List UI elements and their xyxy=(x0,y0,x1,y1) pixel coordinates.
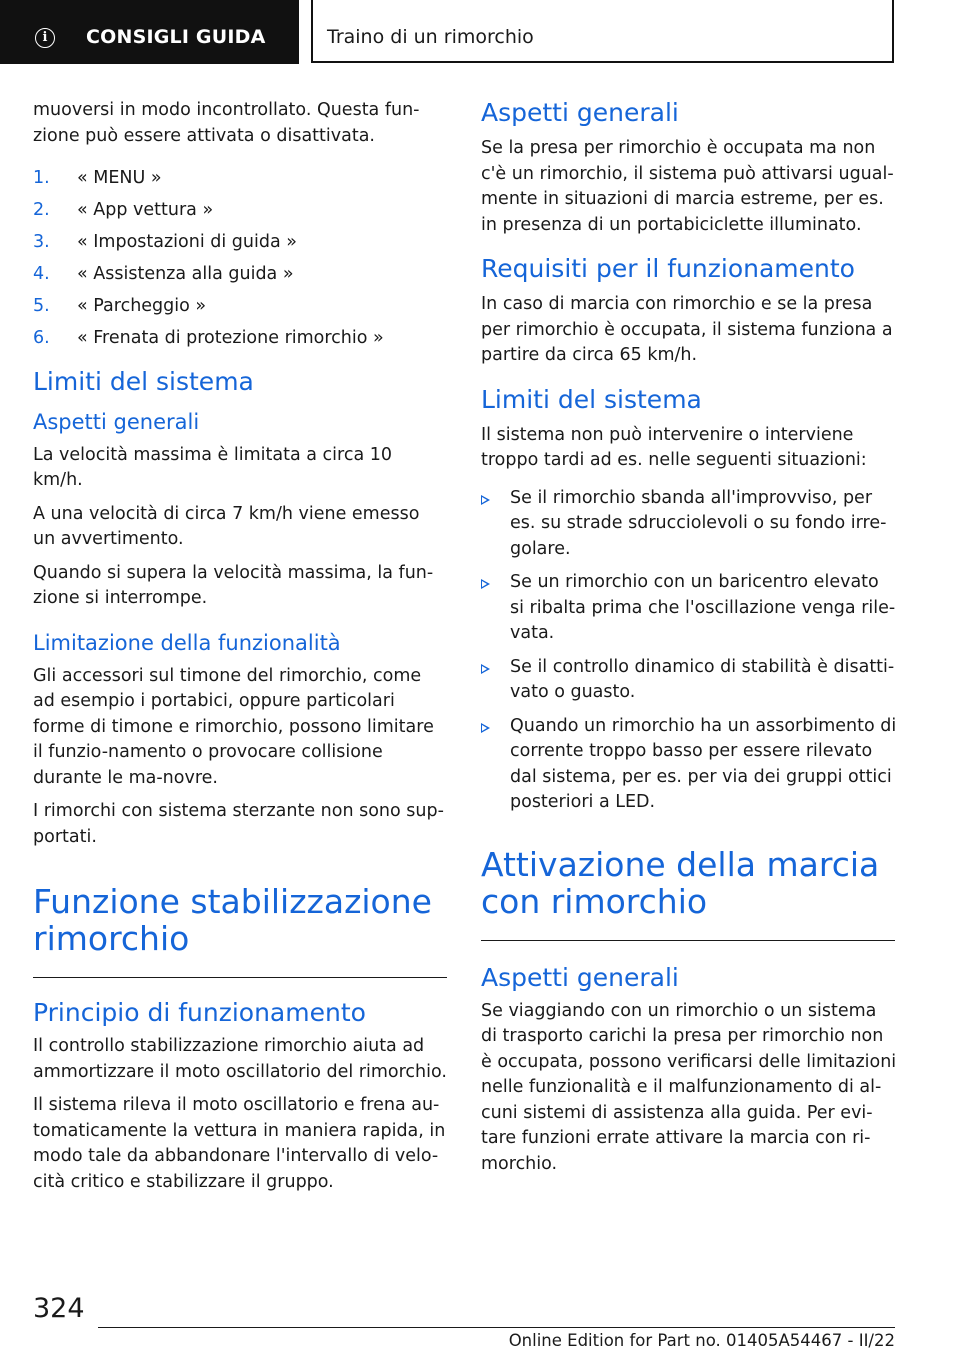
triangle-bullet-icon xyxy=(481,664,490,674)
limits-list xyxy=(481,486,897,816)
triangle-bullet-icon xyxy=(481,495,490,505)
list-item xyxy=(481,570,897,647)
activation-general-heading: Aspetti generali xyxy=(481,962,679,992)
step-item xyxy=(33,326,447,352)
step-number: 6. xyxy=(33,328,50,348)
triangle-bullet-icon xyxy=(481,723,490,733)
requirements-paragraph: In caso di marcia con rimorchio e se la presa per rimorchio è occupata, il sistema funziona a partire da circa 65 km/h. xyxy=(481,294,893,365)
left-column xyxy=(33,98,447,1203)
step-item xyxy=(33,230,447,256)
chapter-title: Traino di un rimorchio xyxy=(327,26,534,48)
general-heading: Aspetti generali xyxy=(33,409,200,434)
principle-heading: Principio di funzionamento xyxy=(33,998,366,1027)
general-heading: Aspetti generali xyxy=(481,98,679,127)
step-item xyxy=(33,262,447,288)
list-item xyxy=(481,714,897,816)
list-item xyxy=(481,655,897,706)
step-number: 1. xyxy=(33,168,50,188)
chapter-header xyxy=(311,0,894,63)
limits-heading: Limiti del sistema xyxy=(481,384,702,414)
step-text: « Impostazioni di guida » xyxy=(77,232,297,252)
activation-heading: Attivazione della marcia con rimorchio xyxy=(481,844,880,921)
page-number: 324 xyxy=(33,1293,85,1324)
step-text: « App vettura » xyxy=(77,200,214,220)
step-number: 5. xyxy=(33,296,50,316)
limit-func-heading: Limitazione della funzionalità xyxy=(33,630,341,655)
step-item xyxy=(33,294,447,320)
general-paragraph-2: A una velocità di circa 7 km/h viene emesso un avvertimento. xyxy=(33,503,420,549)
step-text: « MENU » xyxy=(77,168,162,188)
principle-paragraph-2: Il sistema rileva il moto oscillatorio e frena au-tomaticamente la vettura in maniera rapida, in modo tale da abbandonare l'intervallo di velo-cità critico e stabilizzare il gruppo. xyxy=(33,1095,446,1192)
footer-divider xyxy=(98,1327,895,1328)
list-item-text: Se il rimorchio sbanda all'improvviso, per es. su strade sdrucciolevoli o su fondo irre-golare. xyxy=(510,487,887,559)
list-item-text: Se un rimorchio con un baricentro elevato si ribalta prima che l'oscillazione venga rile-vata. xyxy=(510,572,896,643)
list-item-text: Quando un rimorchio ha un assorbimento di corrente troppo basso per essere rilevato dal sistema, per es. per via dei gruppi ottici posteriori a LED. xyxy=(510,715,897,812)
activation-paragraph: Se viaggiando con un rimorchio o un sistema di trasporto carichi la presa per rimorchio non è occupata, possono verificarsi delle limitazioni nelle funzionalità e il malfunzionamento di al-cuni sistemi di assistenza alla guida. Per evi-tare funzioni errate attivare la marcia con ri-morchio. xyxy=(481,1000,897,1174)
step-number: 2. xyxy=(33,200,50,220)
general-paragraph-3: Quando si supera la velocità massima, la fun-zione si interrompe. xyxy=(33,562,434,608)
limit-func-paragraph-1: Gli accessori sul timone del rimorchio, come ad esempio i portabici, oppure particolari forme di timone e rimorchio, possono limitare il funzio-namento o provocare collisione durante le ma-novre. xyxy=(33,665,434,788)
step-number: 3. xyxy=(33,232,50,252)
stabilization-heading: Funzione stabilizzazione rimorchio xyxy=(33,882,432,958)
list-item-text: Se il controllo dinamico di stabilità è disatti-vato o guasto. xyxy=(510,656,895,702)
general-paragraph-1: La velocità massima è limitata a circa 10 km/h. xyxy=(33,444,393,490)
list-item xyxy=(481,486,897,563)
principle-paragraph-1: Il controllo stabilizzazione rimorchio aiuta ad ammortizzare il moto oscillatorio del rimorchio. xyxy=(33,1036,447,1082)
section-divider xyxy=(481,940,895,941)
info-icon: i xyxy=(35,28,55,48)
edition-footer: Online Edition for Part no. 01405A54467 - II/22 xyxy=(508,1331,895,1350)
general-paragraph: Se la presa per rimorchio è occupata ma non c'è un rimorchio, il sistema può attivarsi ugual-mente in situazioni di marcia estreme, per es. in presenza di un portabiciclette illuminato. xyxy=(481,138,894,235)
right-column xyxy=(481,98,897,1185)
intro-paragraph: muoversi in modo incontrollato. Questa fun-zione può essere attivata o disattivata. xyxy=(33,100,420,146)
step-text: « Assistenza alla guida » xyxy=(77,264,294,284)
step-item xyxy=(33,166,447,192)
limits-heading: Limiti del sistema xyxy=(33,366,254,396)
triangle-bullet-icon xyxy=(481,579,490,589)
section-label: CONSIGLI GUIDA xyxy=(86,26,266,48)
step-text: « Parcheggio » xyxy=(77,296,207,316)
step-number: 4. xyxy=(33,264,50,284)
limits-paragraph: Il sistema non può intervenire o interviene troppo tardi ad es. nelle seguenti situazioni: xyxy=(481,424,867,470)
requirements-heading: Requisiti per il funzionamento xyxy=(481,254,855,283)
limit-func-paragraph-2: I rimorchi con sistema sterzante non sono sup-portati. xyxy=(33,801,444,847)
step-item xyxy=(33,198,447,224)
menu-steps xyxy=(33,166,447,352)
step-text: « Frenata di protezione rimorchio » xyxy=(77,328,384,348)
section-divider xyxy=(33,977,447,978)
section-header xyxy=(0,0,299,64)
